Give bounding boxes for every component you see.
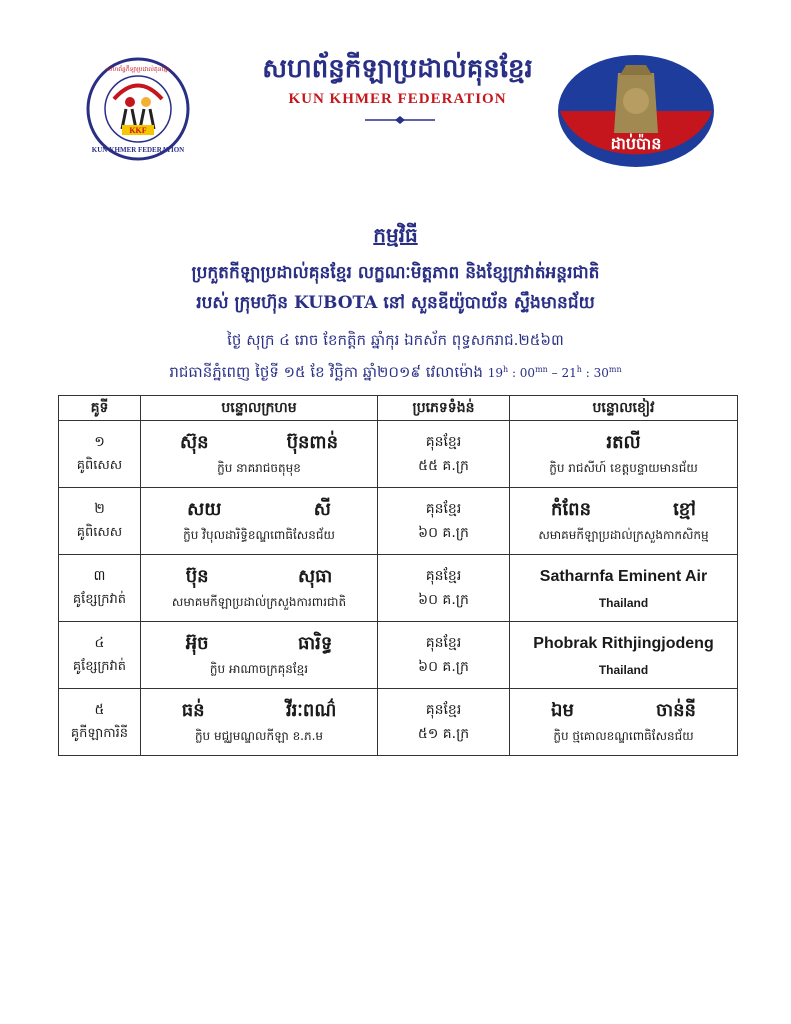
weight-cell — [378, 555, 510, 622]
kkf-logo — [86, 57, 190, 161]
weight-style: គុនខ្មែរ — [425, 568, 462, 584]
red-fighter-name: ស៊ុន ប៊ុនពាន់ — [180, 432, 338, 453]
bout-category: គូពិសេស — [76, 525, 123, 540]
weight-style: គុនខ្មែរ — [425, 501, 462, 517]
weight-cell — [378, 689, 510, 756]
weight-value: ៥៥ គ.ក្រ — [418, 458, 469, 474]
dap-pan-logo-text: ដាប់ប៉ាន — [610, 134, 662, 153]
bout-number: ៤ — [94, 635, 105, 651]
kkf-logo-ring-text: សហព័ន្ធកីឡាប្រដាល់គុនខ្មែរ — [106, 66, 170, 73]
weight-cell — [378, 622, 510, 689]
weight-style: គុនខ្មែរ — [425, 434, 462, 450]
ornament-divider — [365, 116, 435, 124]
bout-number: ២ — [94, 501, 105, 517]
bout-cell — [59, 689, 141, 756]
red-corner-cell — [141, 488, 378, 555]
table-row — [59, 421, 738, 488]
weight-value: ៥១ គ.ក្រ — [417, 726, 470, 742]
bout-number: ១ — [94, 434, 105, 450]
blue-fighter-name: Phobrak Rithjingjodeng — [533, 635, 714, 652]
bout-cell — [59, 622, 141, 689]
dap-pan-logo — [556, 53, 716, 170]
bout-cell — [59, 421, 141, 488]
table-row — [59, 689, 738, 756]
lunar-date: ថ្ងៃ សុក្រ ៤ រោច ខែកត្តិក ឆ្នាំកុរ ឯកស័ក ពុទ្ធសករាជ.២៥៦៣ — [227, 331, 564, 349]
kkf-logo-center-text: KKF — [129, 126, 147, 135]
blue-fighter-club: សមាគមកីឡាប្រដាល់ក្រសួងកាកសិកម្ម — [538, 528, 709, 542]
red-fighter-name: សយ សី — [187, 499, 331, 520]
bout-number: ៥ — [94, 702, 105, 718]
red-fighter-name: អ៊ុច ធារិទ្ធ — [185, 633, 333, 654]
blue-corner-cell — [510, 488, 738, 555]
blue-fighter-name: ឯម ចាន់នី — [551, 700, 696, 721]
blue-fighter-club: ក្លិប រាជសីហ៍ ខេត្តបន្ទាយមានជ័យ — [549, 461, 698, 475]
blue-corner-cell — [510, 555, 738, 622]
bout-category: គូខ្សែក្រវាត់ — [72, 659, 127, 674]
header-bout-number: គូទី — [59, 396, 141, 421]
blue-fighter-country: Thailand — [598, 663, 649, 677]
fight-schedule-table — [58, 395, 738, 756]
blue-fighter-country: Thailand — [598, 596, 649, 610]
weight-style: គុនខ្មែរ — [425, 702, 462, 718]
table-header-row — [59, 396, 738, 421]
kkf-logo-bottom-text: KUN KHMER FEDERATION — [91, 146, 185, 154]
weight-cell — [378, 488, 510, 555]
bout-category: គូពិសេស — [76, 458, 123, 473]
blue-fighter-name: Satharnfa Eminent Air — [539, 568, 708, 585]
solar-date: រាជធានីភ្នំពេញ ថ្ងៃទី ១៥ ខែ វិច្ឆិកា ឆ្នាំ២០១៩ វេលាម៉ោង — [169, 363, 483, 381]
header-red-corner: បន្ទោលក្រហម — [141, 396, 378, 421]
table-row — [59, 555, 738, 622]
blue-corner-cell — [510, 421, 738, 488]
weight-value: ៦០ គ.ក្រ — [418, 525, 469, 541]
red-corner-cell — [141, 555, 378, 622]
federation-title-english: KUN KHMER FEDERATION — [288, 91, 507, 107]
time-range: 19$^h$ : $00^{mn} - 21^h$ : $30^{mn}$ — [487, 365, 622, 380]
blue-corner-cell — [510, 689, 738, 756]
red-fighter-club: សមាគមកីឡាប្រដាល់ក្រសួងការពារជាតិ — [171, 595, 347, 609]
table-row — [59, 488, 738, 555]
red-fighter-club: ក្លិប មជ្ឈមណ្ឌលកីឡា ខ.ភ.ម — [194, 729, 324, 743]
bout-category: គូខ្សែក្រវាត់ — [72, 592, 127, 607]
weight-value: ៦០ គ.ក្រ — [418, 659, 469, 675]
red-corner-cell — [141, 421, 378, 488]
red-fighter-club: ក្លិប នាគរាជចតុមុខ — [217, 461, 301, 475]
weight-value: ៦០ គ.ក្រ — [418, 592, 469, 608]
blue-corner-cell — [510, 622, 738, 689]
red-fighter-club: ក្លិប អាណាចក្រគុនខ្មែរ — [209, 662, 309, 676]
event-description-line2: របស់ ក្រុមហ៊ុន KUBOTA នៅ សួនឧីយ៉ូបាយ័ន ស្ទឹងមានជ័យ — [196, 293, 595, 313]
red-fighter-club: ក្លិប វិបុលដារិទ្ធិខណ្ឌពោធិសែនជ័យ — [183, 528, 335, 542]
red-corner-cell — [141, 622, 378, 689]
bout-cell — [59, 488, 141, 555]
header-weight-class: ប្រភេទទំងន់ — [378, 396, 510, 421]
blue-fighter-club: ក្លិប ថ្មគោលខណ្ឌពោធិសែនជ័យ — [553, 729, 694, 743]
bout-cell — [59, 555, 141, 622]
federation-title-khmer: សហព័ន្ធកីឡាប្រដាល់គុនខ្មែរ — [262, 54, 533, 84]
solar-date-time — [0, 363, 791, 385]
event-description-line1: ប្រកួតកីឡាប្រដាល់គុនខ្មែរ លក្ខណៈមិត្តភាព និងខ្សែក្រវាត់អន្តរជាតិ — [191, 263, 600, 283]
red-fighter-name: ប៊ុន សុធា — [185, 566, 333, 587]
bout-category: គូកីឡាការិនី — [70, 726, 129, 741]
blue-fighter-name: រតលី — [606, 432, 641, 453]
program-title: កម្មវិធី — [373, 223, 418, 247]
red-corner-cell — [141, 689, 378, 756]
red-fighter-name: ធន់ វីរៈពណ៌ — [181, 700, 337, 721]
blue-fighter-name: កំពែន ខ្មៅ — [551, 499, 696, 520]
weight-cell — [378, 421, 510, 488]
table-row — [59, 622, 738, 689]
weight-style: គុនខ្មែរ — [425, 635, 462, 651]
header-blue-corner: បន្ទោលខៀវ — [510, 396, 738, 421]
bout-number: ៣ — [93, 568, 106, 584]
